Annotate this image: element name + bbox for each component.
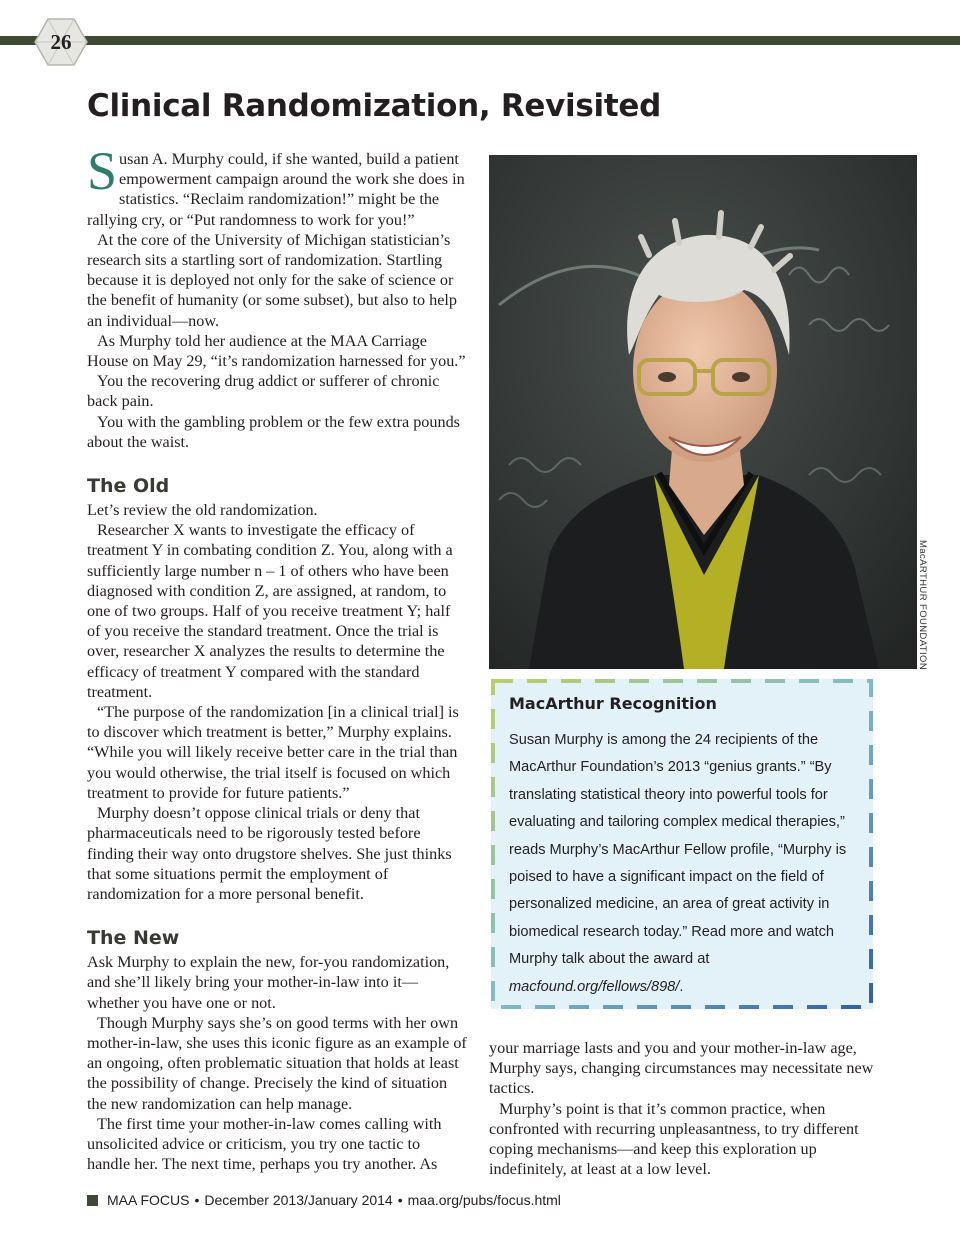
photo-credit-text: MacARTHUR FOUNDATION	[917, 540, 928, 671]
section-heading-new: The New	[87, 927, 180, 950]
right-column	[489, 1038, 875, 1179]
old-paragraph: Let’s review the old randomization.	[87, 501, 318, 520]
sidebar-text: Susan Murphy is among the 24 recipients of the MacArthur Foundation’s 2013 “genius grants.” “By translating statistical theory into powerful tools for evaluating and tailoring complex medical therapies,” reads Murphy’s MacArthur Fellow profile, “Murphy is poised to have a significant impact on the field of personalized medicine, an area of great activity in biomedical research today.” Read more and watch Murphy talk about the award at	[509, 732, 847, 968]
footer: MAA FOCUS • December 2013/January 2014 • maa.org/pubs/focus.html	[87, 1192, 561, 1208]
portrait-illustration	[489, 155, 917, 669]
left-column	[87, 141, 467, 1174]
drop-cap: S	[87, 141, 118, 201]
intro-paragraph: You the recovering drug addict or sufferer of chronic back pain.	[87, 372, 440, 411]
sidebar-title: MacArthur Recognition	[509, 694, 717, 713]
page-number: 26	[50, 30, 72, 54]
header-rule	[0, 36, 960, 45]
footer-issue: December 2013/January 2014	[204, 1192, 393, 1208]
sidebar-end: .	[679, 978, 684, 995]
new-paragraph: The first time your mother-in-law comes calling with unsolicited advice or criticism, you try one tactic to handle her. The next time, perhaps you try another. As	[87, 1114, 442, 1174]
new-paragraph: Ask Murphy to explain the new, for-you randomization, and she’ll likely bring your mother-in-law into it—whether you have one or not.	[87, 953, 450, 1012]
intro-paragraph: You with the gambling problem or the few extra pounds about the waist.	[87, 412, 460, 451]
continued-paragraph: Murphy’s point is that it’s common practice, when confronted with recurring unpleasantness, to try different coping mechanisms—and keep this exploration up indefinitely, at least at a low level.	[489, 1099, 859, 1179]
intro-text: usan A. Murphy could, if she wanted, build a patient empowerment campaign around the work she does in statistics. “Reclaim randomization!” might be the rallying cry, or “Put randomness to work for you!”	[87, 150, 465, 229]
continued-paragraph: your marriage lasts and you and your mother-in-law age, Murphy says, changing circumstances may necessitate new tactics.	[489, 1039, 874, 1098]
footer-publication: MAA FOCUS	[107, 1192, 190, 1208]
intro-paragraph	[87, 141, 467, 230]
old-paragraph: “The purpose of the randomization [in a clinical trial] is to discover which treatment is better,” Murphy explains. “While you will likely receive better care in the trial than you would otherwise, the trial itself is focused on which treatment to provide for future patients.”	[87, 703, 459, 802]
article-title: Clinical Randomization, Revisited	[87, 88, 661, 124]
footer-url[interactable]: maa.org/pubs/focus.html	[407, 1192, 561, 1208]
sidebar-box	[491, 679, 873, 1009]
section-heading-old: The Old	[87, 475, 170, 498]
old-paragraph: Researcher X wants to investigate the efficacy of treatment Y in combating condition Z. You, along with a sufficiently large number n – 1 of others who have been diagnosed with condition Z, are assigned, at random, to one of two groups. Half of you receive treatment Y; half of you receive the standard treatment. Once the trial is over, researcher X analyzes the results to determine the efficacy of treatment Y compared with the standard treatment.	[87, 521, 453, 701]
sidebar-link[interactable]: macfound.org/fellows/898/	[509, 978, 680, 995]
intro-paragraph: At the core of the University of Michigan statistician’s research sits a startling sort of randomization. Startling because it is deployed not only for the sake of science or the benefit of humanity (or some subset), but also to help an individual—now.	[87, 230, 457, 330]
sidebar-body	[509, 727, 861, 1001]
photo-credit	[913, 540, 933, 671]
intro-paragraph: As Murphy told her audience at the MAA Carriage House on May 29, “it’s randomization harnessed for you.”	[87, 331, 466, 371]
old-paragraph: Murphy doesn’t oppose clinical trials or deny that pharmaceuticals need to be rigorously tested before finding their way onto drugstore shelves. She just thinks that some situations permit the employment of randomization for a more personal benefit.	[87, 804, 452, 903]
new-paragraph: Though Murphy says she’s on good terms with her own mother-in-law, she uses this iconic figure as an example of an ongoing, often problematic situation that holds at least the possibility of change. Precisely the kind of situation the new randomization can help manage.	[87, 1013, 467, 1113]
portrait-photo	[489, 155, 917, 669]
footer-square-icon	[87, 1195, 98, 1206]
